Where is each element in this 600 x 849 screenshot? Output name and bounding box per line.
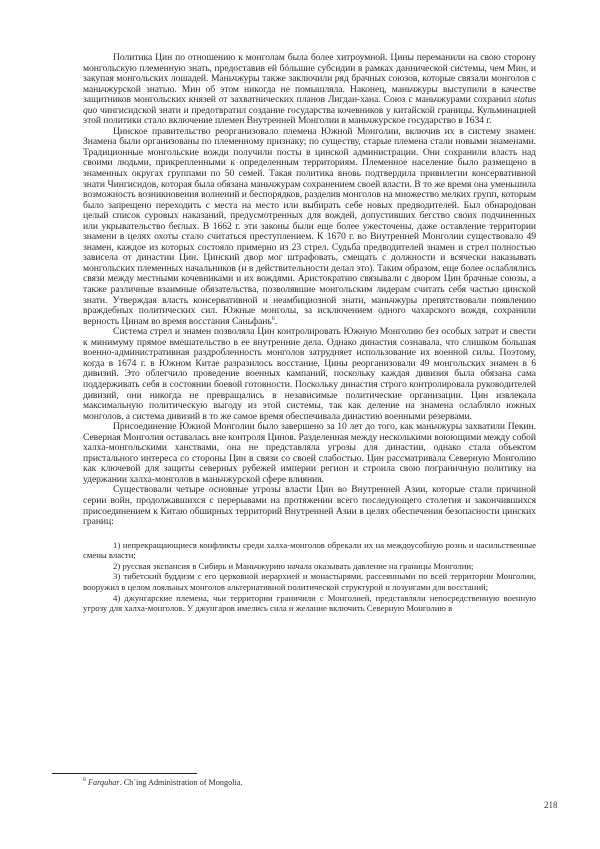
paragraph-4: Присоединение Южной Монголии было завершено за 10 лет до того, как маньчжуры захватили Пекин. Северная Монголия оставалась вне контроля Цинов. Разделенная между несколькими воюющими между собой халха-монгольскими ханствами, она не представляла угрозы для династии, однако стала объектом пристального интереса со стороны Цин в связи со своей слабостью. Цин рассматривала Северную Монголию как ключевой для защиты северных рубежей империи регион и строила свою пограничную политику на удержании халха-монголов в маньчжурской сфере влияния. xyxy=(83,421,536,485)
list-item: 3) тибетский буддизм с его церковной иерархией и монастырями, рассеянными по всей территории Монголии, вооружил в целом лояльных монголов альтернативной политической структурой и лозунгами для восстаний; xyxy=(83,571,536,592)
paragraph-text: чингисидской знати и предотвратил создание государства кочевников у китайской границы. Кульминацией этой политики стало включение племен Внутренней Монголии в маньчжурское государство в 1634 г. xyxy=(83,104,536,127)
footnote-text: . Ch`ing Administration of Mongolia. xyxy=(119,778,243,787)
list-item: 4) джунгарские племена, чьи территории граничили с Монголией, представляли непосредственную военную угрозу для халха-монголов. У джунгаров имелись сила и желание включить Северную Монголию в xyxy=(83,592,536,614)
threats-list xyxy=(83,540,536,614)
paragraph-1 xyxy=(83,53,536,127)
paragraph-text: . xyxy=(274,315,278,327)
footnote-ref[interactable]: 6 xyxy=(271,315,275,322)
list-item: 1) непрекращающиеся конфликты среди халха-монголов обрекали их на междоусобную рознь и насильственные смены власти; xyxy=(83,539,536,561)
list-item: 2) русская экспансия в Сибирь и Маньчжурию начала оказывать давление на границы Монголии; xyxy=(113,560,474,571)
footnote-number: 6 xyxy=(83,777,86,783)
paragraph-text: Политика Цин по отношению к монголам была более хитроумной. Цины переманили на свою сторону монгольскую племенную знать, предоставив ей бóльшие субсидии в рамках даннической системы, чем Мин, и закупая монгольских лошадей. Маньчжуры также заключили ряд брачных союзов, которые связали монголов с маньчжурской знатью. Мин об этом никогда не помышляла. Наконец, маньчжуры выступили в качестве защитников монгольских князей от захватнических планов Лигдан-хана. Союз с маньчжурами сохранил xyxy=(83,52,536,106)
footnote xyxy=(83,778,533,787)
paragraph-2 xyxy=(83,127,536,327)
page-body xyxy=(83,53,536,614)
paragraph-5: Существовали четыре основные угрозы власти Цин во Внутренней Азии, которые стали причиной серии войн, продолжавшихся с перерывами на протяжении всего последующего столетия и закончившихся присоединением к Китаю обширных территорий Внутренней Азии в целях обеспечения безопасности цинских границ: xyxy=(83,484,536,528)
paragraph-3: Система стрел и знамен позволяла Цин контролировать Южную Монголию без особых затрат и свести к минимуму прямое вмешательство в ее внутренние дела. Однако династия сознавала, что слишком большая военно-административная раздробленность монголов затрудняет использование их военной силы. Поэтому, когда в 1674 г. в Южном Китае разразилось восстание, Цины реорганизовали 49 монгольских знамен в 6 дивизий. Это облегчило проведение военных кампаний, поскольку каждая дивизия была обязана сама поддерживать себя в состоянии боевой готовности. Поскольку династия строго контролировала руководителей дивизий, они никогда не превращались в независимые политические организации. Цин извлекала максимальную политическую выгоду из этой системы, так как деление на знамена ослабляло южных монголов, а система дивизий в то же самое время обеспечивала династию военными резервами. xyxy=(83,326,536,422)
page-number: 218 xyxy=(544,800,558,810)
italic-phrase: status quo xyxy=(83,94,536,116)
paragraph-text: Цинское правительство реорганизовало племена Южной Монголии, включив их в систему знамен. Знамена были организованы по племенному признаку; по существу, старые племена стали новыми знаменами. Традиционные монгольские вожди получили посты в цинской администрации. Они сохранили власть над своими людьми, прикрепленными к определенным территориям. Племенное население было размещено в знаменных округах группами по 50 семей. Такая политика вновь подтвердила привилегии консервативной знати Чингисидов, которая была обязана маньчжурам сохранением своей власти. В то же время она уменьшила возможность возникновения волнений и беспорядков, разделив монголов на множество мелких групп, которым было запрещено переходить с места на место или выбирать себе новых предводителей. Был обнародован целый список суровых наказаний, предусмотренных для вождей, допустивших бегство своих подчиненных или укрывательство беглых. В 1662 г. эти законы были еще более ужесточены, даже оставление территории знамени в целях охоты стало считаться преступлением. К 1670 г. во Внутренней Монголии существовало 49 знамен, каждое из которых состояло примерно из 23 стрел. Судьба предводителей знамен и стрел полностью зависела от династии Цин. Цинский двор мог штрафовать, смещать с должности и всячески наказывать монгольских племенных начальников (и в действительности делал это). Таким образом, еще более ослаблялись связи между местными кочевниками и их вождями. Аристократию связывали с двором Цин брачные союзы, а также различные взаимные обязательства, позволявшие монгольским лидерам считать себя частью цинской знати. Утверждая власть консервативной и неамбициозной знати, маньчжуры препятствовали появлению враждебных политических сил. Южные монголы, за исключением одного чахарского вождя, сохранили верность Цинам во время восстания Саньфань xyxy=(83,125,536,327)
footnote-separator xyxy=(52,773,197,774)
footnote-author: Farquhar xyxy=(88,778,120,787)
